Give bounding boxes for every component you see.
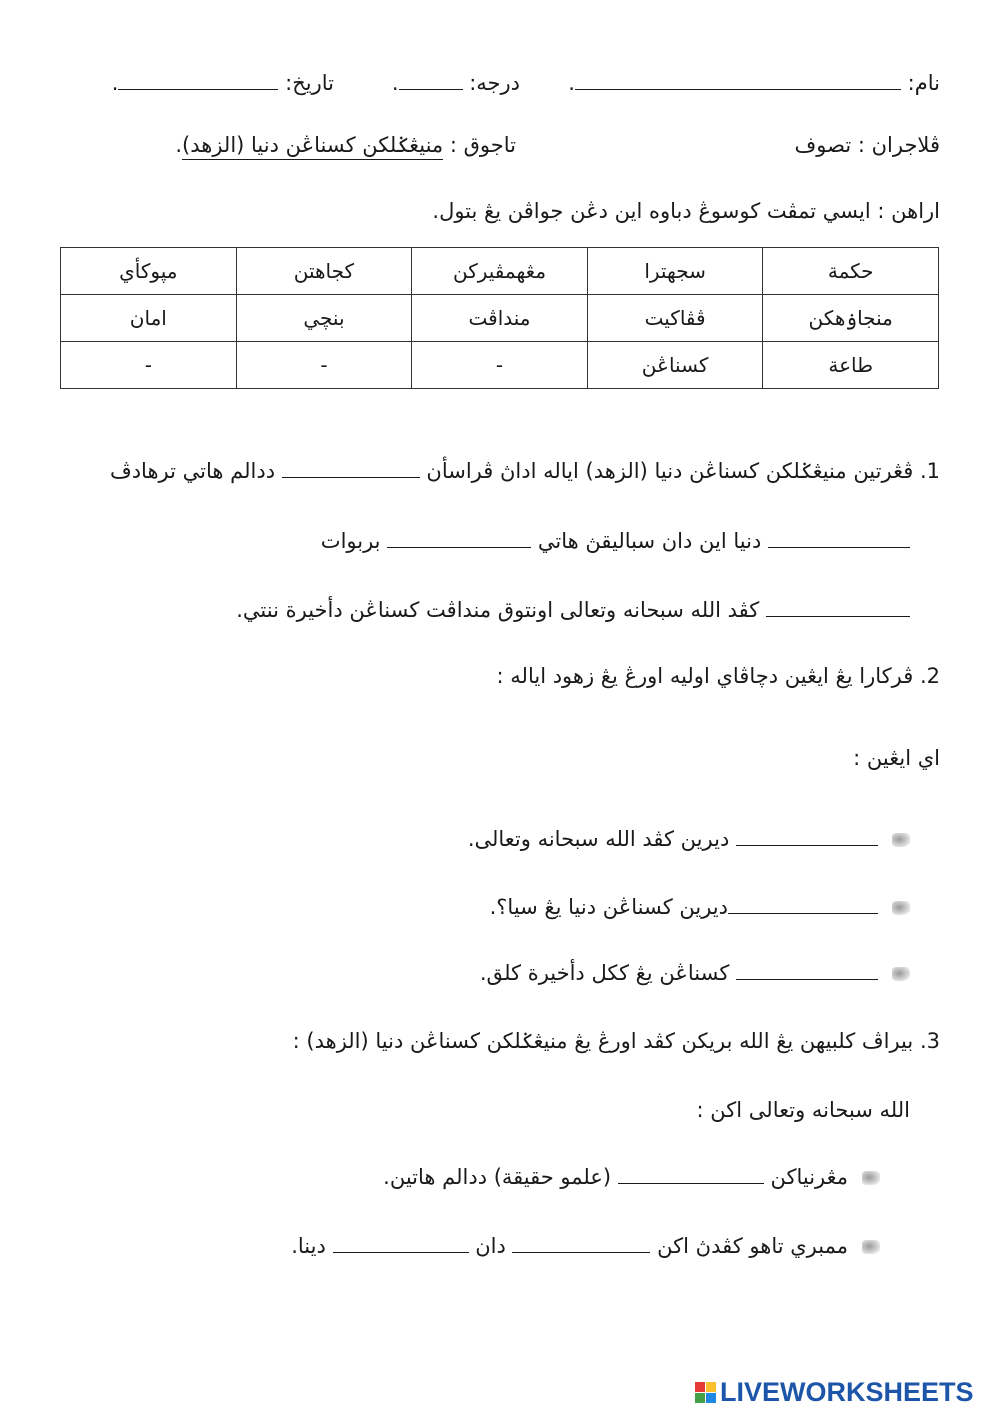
logo-square [706,1382,716,1392]
logo-square [706,1393,716,1403]
q2-blank-1[interactable] [736,827,878,846]
date-period: . [111,71,119,95]
word-cell[interactable]: مپوكأي [61,248,237,295]
word-cell[interactable]: طاعة [763,342,939,389]
word-cell[interactable]: سجهترا [587,248,763,295]
q3-blank-1[interactable] [618,1165,764,1184]
topic-period: . [175,133,183,157]
word-cell[interactable]: منجاۏهكن [763,295,939,342]
bullet-icon [892,967,910,981]
bullet-icon [862,1171,880,1185]
word-bank-row [61,342,939,389]
word-cell: - [61,342,237,389]
bullet-icon [892,833,910,847]
topic-label: تاجوق : [449,133,516,157]
word-bank-row [61,295,939,342]
q2-item-3 [480,958,910,988]
subject-line: ڤلاجران : تصوف [794,133,940,157]
name-field [568,68,940,98]
q3-sub: الله سبحانه وتعالى اكن : [696,1098,910,1122]
q3-title-text: بيراڤ كلبيهن يڠ الله بريكن كڤد اورڠ يڠ منيڠݢلكن كسناڠن دنيا (الزهد) : [292,1029,914,1053]
logo-text: LIVEWORKSHEETS [720,1376,974,1407]
grade-field [392,68,520,98]
bullet-icon [892,901,910,915]
q1-blank-1[interactable] [282,459,420,478]
q3-number: 3. [919,1029,940,1053]
q2-item-3-text: كسناڠن يڠ ككل دأخيرة كلق. [479,961,730,985]
q2-blank-2[interactable] [728,895,878,914]
grade-label: درجه: [469,71,520,95]
q2-title [497,661,940,691]
q1-text-b: ددالم هاتي ترهادڤ [109,459,276,483]
grade-blank[interactable] [399,71,463,90]
q1-blank-4[interactable] [766,598,910,617]
word-cell[interactable]: امان [61,295,237,342]
q1-blank-3[interactable] [387,529,531,548]
q1-number: 1. [919,459,940,483]
q1-line2 [321,526,910,556]
q1-line1 [110,456,940,486]
liveworksheets-logo[interactable] [695,1377,974,1407]
logo-mark-icon [695,1382,716,1403]
q3-blank-3[interactable] [333,1234,469,1253]
q2-title-text: ڤركارا يڠ ايڠين دچاڤاي اوليه اورڠ يڠ زهود اياله : [496,664,914,688]
instruction: اراهن : ايسي تمڤت كوسوڠ دباوه اين دڠن جواڤن يڠ بتول. [432,199,940,223]
word-cell[interactable]: منداڤت [412,295,588,342]
q1-text-c: دنيا اين دان سباليقڽ هاتي [537,529,762,553]
q1-blank-2[interactable] [768,529,910,548]
q1-text-d: بربوات [320,529,381,553]
word-cell[interactable]: ڤڤاكيت [587,295,763,342]
word-cell[interactable]: مڠهمڤيركن [412,248,588,295]
q3-item-1 [383,1162,880,1192]
q3-item-2-text-a: ممبري تاهو كڤدڽ اكن [657,1234,848,1258]
word-bank-table [60,247,939,389]
q3-item-2-text-b: دان [475,1234,506,1258]
logo-square [695,1382,705,1392]
word-cell[interactable]: كسناڠن [587,342,763,389]
bullet-icon [862,1240,880,1254]
q3-item-2-text-c: دينا. [291,1234,326,1258]
topic-line [175,130,516,160]
word-cell: - [412,342,588,389]
q2-blank-3[interactable] [736,961,878,980]
q3-title [293,1026,940,1056]
q1-text-e: كڤد الله سبحانه وتعالى اونتوق منداڤت كسناڠن دأخيرة ننتي. [236,598,760,622]
date-label: تاريخ: [285,71,334,95]
logo-square [695,1393,705,1403]
word-cell[interactable]: بنچي [236,295,412,342]
q2-item-1-text: ديرين كڤد الله سبحانه وتعالى. [467,827,730,851]
q3-item-2 [291,1231,880,1261]
q3-blank-2[interactable] [512,1234,650,1253]
date-field [112,68,334,98]
q3-item-1-text-a: مڠرنياكن [770,1165,848,1189]
q1-line3 [236,595,910,625]
word-bank-row [61,248,939,295]
q2-item-2-text: ديرين كسناڠن دنيا يڠ سيا؟. [489,895,728,919]
topic-value: منيڠݢلكن كسناڠن دنيا (الزهد) [182,133,443,160]
word-cell[interactable]: كجاهتن [236,248,412,295]
word-cell: - [236,342,412,389]
date-blank[interactable] [118,71,278,90]
name-label: نام: [907,71,940,95]
word-cell[interactable]: حكمة [763,248,939,295]
q1-text-a: ڤڠرتين منيڠݢلكن كسناڠن دنيا (الزهد) اياله اداڽ ڤراسأن [426,459,914,483]
name-period: . [568,71,575,95]
grade-period: . [391,71,399,95]
name-blank[interactable] [575,71,901,90]
q2-sub: اي ايڠين : [853,746,940,770]
q2-item-2 [490,892,910,922]
q2-number: 2. [919,664,940,688]
q3-item-1-text-b: (علمو حقيقة) ددالم هاتين. [383,1165,612,1189]
q2-item-1 [468,824,910,854]
